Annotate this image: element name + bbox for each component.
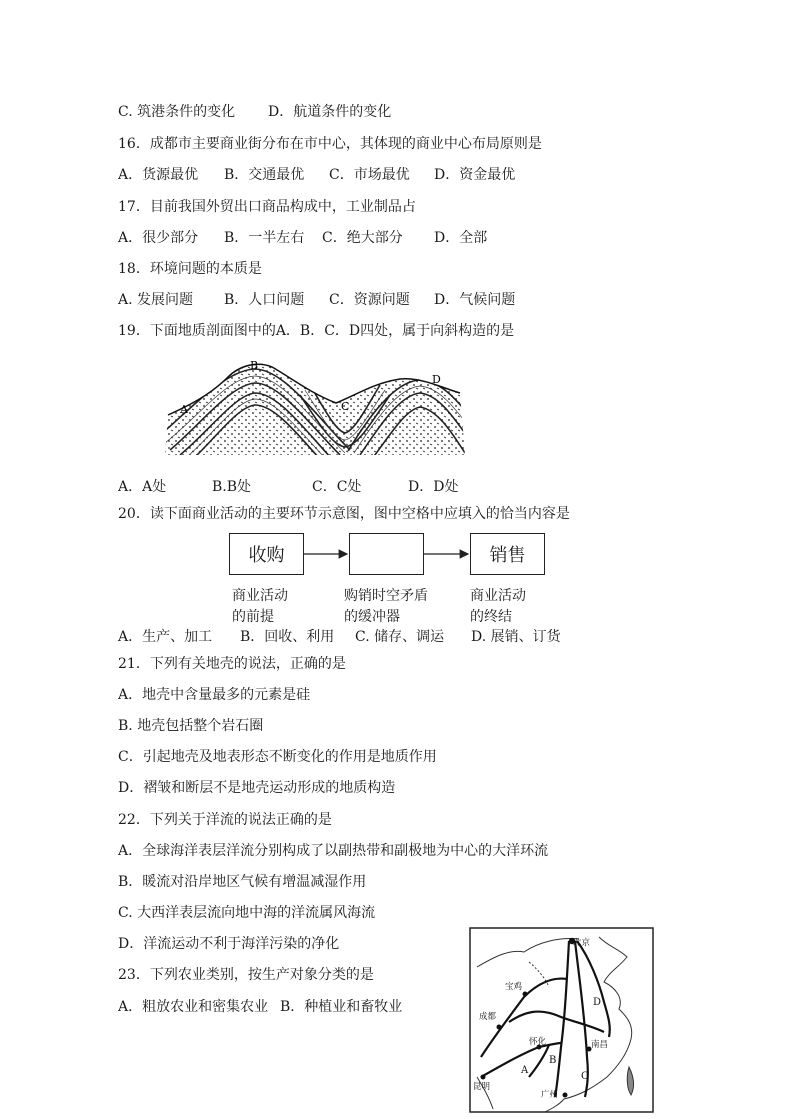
q19-option-d: D．D处 [408,479,459,495]
map-label-c: C [581,1071,589,1082]
map-label-guangzhou: 广州 [541,1090,559,1100]
q17-option-c: C．绝大部分 [322,230,403,246]
q16-option-b: B．交通最优 [224,167,305,183]
map-label-b: B [549,1055,557,1066]
q19-option-c: C．C处 [312,479,362,495]
q22-option-b: B．暖流对沿岸地区气候有增温减湿作用 [118,874,367,890]
map-label-nanchang: 南昌 [591,1040,609,1050]
note-blank: 购销时空矛盾 的缓冲器 [344,588,428,625]
q18-option-c: C．资源问题 [329,292,410,308]
q18-option-d: D．气候问题 [434,292,516,308]
q17-option-b: B．一半左右 [224,230,305,246]
figure-label-b: B [250,359,259,372]
figure-label-a: A [180,403,188,416]
q23-option-b: B．种植业和畜牧业 [280,999,403,1015]
q20-option-d: D. 展销、订货 [471,629,561,645]
flow-box-sale: 销售 [470,533,545,575]
q16-stem: 16．成都市主要商业街分布在市中心，其体现的商业中心布局原则是 [118,136,542,152]
flow-arrows [300,545,480,565]
q23-option-a: A．粗放农业和密集农业 [118,999,269,1015]
q21-option-a: A．地壳中含量最多的元素是硅 [118,687,311,703]
q17-option-d: D．全部 [434,230,488,246]
q22-option-c: C. 大西洋表层流向地中海的洋流属风海流 [118,905,376,921]
railway-map-figure [469,927,654,1113]
q20-option-b: B．回收、利用 [240,629,335,645]
map-label-kunming: 昆明 [473,1082,491,1092]
q19-option-a: A．A处 [118,479,167,495]
q21-option-d: D．褶皱和断层不是地壳运动形成的地质构造 [118,780,396,796]
map-label-chengdu: 成都 [479,1012,497,1022]
q16-option-c: C．市场最优 [329,167,410,183]
figure-label-d: D [432,373,441,386]
geologic-cross-section-figure [160,355,480,467]
q19-stem: 19．下面地质剖面图中的A．B．C．D四处，属于向斜构造的是 [118,323,515,339]
map-label-beijing: 北京 [573,938,591,948]
note-sale: 商业活动 的终结 [470,588,526,625]
q15-option-c: C. 筑港条件的变化 [118,104,236,120]
q18-option-b: B．人口问题 [224,292,305,308]
flow-box-purchase: 收购 [229,533,304,575]
map-label-a: A [521,1065,529,1076]
map-label-huaihua: 怀化 [529,1037,547,1047]
figure-label-c: C [341,400,350,413]
q17-stem: 17．目前我国外贸出口商品构成中，工业制品占 [118,199,416,215]
q19-option-b: B.B处 [212,479,252,495]
q20-stem: 20．读下面商业活动的主要环节示意图，图中空格中应填入的恰当内容是 [118,506,570,522]
q18-stem: 18．环境问题的本质是 [118,261,262,277]
map-label-baoji: 宝鸡 [505,982,523,992]
note-purchase: 商业活动 的前提 [232,588,288,625]
q16-option-a: A．货源最优 [118,167,199,183]
map-label-d: D [593,997,602,1008]
q21-option-c: C．引起地壳及地表形态不断变化的作用是地质作用 [118,749,437,765]
q21-option-b: B. 地壳包括整个岩石圈 [118,718,264,734]
q21-stem: 21．下列有关地壳的说法，正确的是 [118,656,346,672]
q20-option-a: A．生产、加工 [118,629,213,645]
q22-option-d: D．洋流运动不利于海洋污染的净化 [118,936,340,952]
q22-option-a: A．全球海洋表层洋流分别构成了以副热带和副极地为中心的大洋环流 [118,843,549,859]
q16-option-d: D．资金最优 [434,167,516,183]
q20-option-c: C. 储存、调运 [355,629,445,645]
q22-stem: 22．下列关于洋流的说法正确的是 [118,812,332,828]
q18-option-a: A. 发展问题 [118,292,194,308]
q23-stem: 23．下列农业类别，按生产对象分类的是 [118,967,374,983]
q17-option-a: A．很少部分 [118,230,199,246]
q15-option-d: D．航道条件的变化 [268,104,392,120]
